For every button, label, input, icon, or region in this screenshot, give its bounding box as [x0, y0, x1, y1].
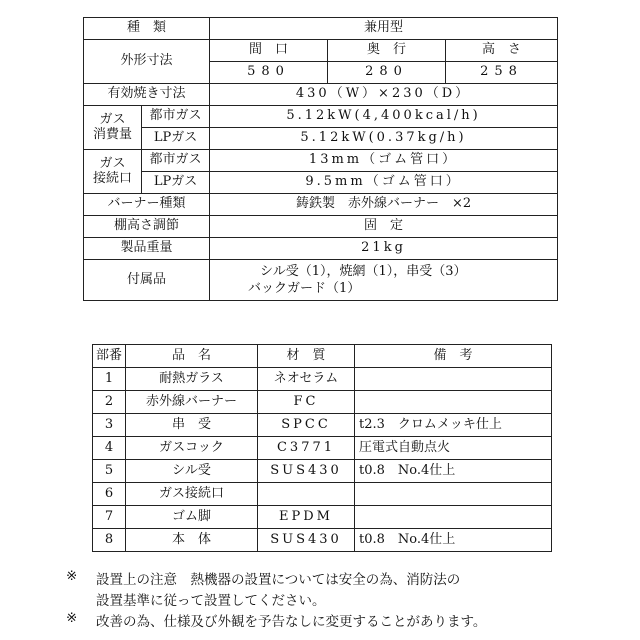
dim-value-width: 580	[210, 62, 328, 84]
type-value: 兼用型	[210, 18, 558, 40]
note-mark: ※	[66, 610, 78, 626]
shelf-label: 棚高さ調節	[84, 216, 210, 238]
shelf-value: 固 定	[210, 216, 558, 238]
part-name: ゴム脚	[126, 506, 258, 529]
accessories-value	[210, 260, 558, 301]
consumption-city-value: 5.12kW(4,400kcal/h)	[210, 106, 558, 128]
part-no: 1	[93, 368, 126, 391]
part-material	[258, 483, 355, 506]
part-material: FC	[258, 391, 355, 414]
part-note	[355, 506, 552, 529]
parts-table	[92, 344, 552, 552]
part-name: ガス接続口	[126, 483, 258, 506]
part-no: 4	[93, 437, 126, 460]
dim-header-width: 間 口	[210, 40, 328, 62]
parts-header-no: 部番	[93, 345, 126, 368]
burner-label: バーナー種類	[84, 194, 210, 216]
connection-lp-label: LPガス	[142, 172, 210, 194]
bake-label: 有効焼き寸法	[84, 84, 210, 106]
part-material: ネオセラム	[258, 368, 355, 391]
dim-header-depth: 奥 行	[328, 40, 446, 62]
gas-connection-label-line1: ガス	[99, 155, 126, 171]
part-note: t2.3 クロムメッキ仕上	[355, 414, 552, 437]
part-material: SPCC	[258, 414, 355, 437]
parts-row	[93, 391, 552, 414]
gas-connection-label	[84, 150, 142, 194]
part-material: SUS430	[258, 460, 355, 483]
parts-header-material: 材 質	[258, 345, 355, 368]
part-no: 7	[93, 506, 126, 529]
burner-value: 鋳鉄製 赤外線バーナー ×2	[210, 194, 558, 216]
consumption-lp-label: LPガス	[142, 128, 210, 150]
bake-value: 430（W）×230（D）	[210, 84, 558, 106]
gas-connection-label-line2: 接続口	[92, 170, 132, 186]
part-note	[355, 483, 552, 506]
gas-consumption-label-line2: 消費量	[92, 126, 132, 142]
installation-note-line-1: 設置上の注意 熱機器の設置については安全の為、消防法の	[96, 572, 461, 588]
parts-row	[93, 368, 552, 391]
parts-row	[93, 506, 552, 529]
part-name: ガスコック	[126, 437, 258, 460]
connection-city-value: 13mm（ゴム管口）	[210, 150, 558, 172]
connection-lp-value: 9.5mm（ゴム管口）	[210, 172, 558, 194]
parts-row	[93, 414, 552, 437]
part-material: C3771	[258, 437, 355, 460]
spec-table	[83, 17, 558, 301]
part-note: t0.8 No.4仕上	[355, 460, 552, 483]
part-no: 6	[93, 483, 126, 506]
change-note	[66, 610, 586, 630]
dim-header-height: 高 さ	[446, 40, 558, 62]
consumption-lp-value: 5.12kW(0.37kg/h)	[210, 128, 558, 150]
part-name: 本 体	[126, 529, 258, 552]
part-no: 8	[93, 529, 126, 552]
part-note	[355, 368, 552, 391]
gas-consumption-label-line1: ガス	[99, 111, 126, 127]
dims-label: 外形寸法	[84, 40, 210, 84]
gas-consumption-label	[84, 106, 142, 150]
type-label: 種 類	[84, 18, 210, 40]
installation-note-line-2: 設置基準に従って設置してください。	[96, 593, 326, 609]
part-name: シル受	[126, 460, 258, 483]
note-mark: ※	[66, 568, 78, 584]
part-note: t0.8 No.4仕上	[355, 529, 552, 552]
part-no: 2	[93, 391, 126, 414]
parts-row	[93, 460, 552, 483]
connection-city-label: 都市ガス	[142, 150, 210, 172]
part-material: EPDM	[258, 506, 355, 529]
weight-value: 21kg	[210, 238, 558, 260]
dim-value-height: 258	[446, 62, 558, 84]
installation-note	[66, 568, 566, 608]
weight-label: 製品重量	[84, 238, 210, 260]
parts-row	[93, 483, 552, 506]
consumption-city-label: 都市ガス	[142, 106, 210, 128]
part-note	[355, 391, 552, 414]
part-note: 圧電式自動点火	[355, 437, 552, 460]
parts-header-name: 品 名	[126, 345, 258, 368]
part-no: 3	[93, 414, 126, 437]
accessories-label: 付属品	[84, 260, 210, 301]
parts-row	[93, 437, 552, 460]
part-no: 5	[93, 460, 126, 483]
part-name: 串 受	[126, 414, 258, 437]
parts-row	[93, 529, 552, 552]
parts-header-row	[93, 345, 552, 368]
part-material: SUS430	[258, 529, 355, 552]
accessories-line-1: シル受（1），焼網（1），串受（3）	[260, 264, 467, 279]
dim-value-depth: 280	[328, 62, 446, 84]
change-note-text: 改善の為、仕様及び外観を予告なしに変更することがあります。	[96, 614, 487, 630]
part-name: 耐熱ガラス	[126, 368, 258, 391]
parts-header-note: 備 考	[355, 345, 552, 368]
part-name: 赤外線バーナー	[126, 391, 258, 414]
accessories-line-2: バックガード（1）	[248, 281, 361, 296]
